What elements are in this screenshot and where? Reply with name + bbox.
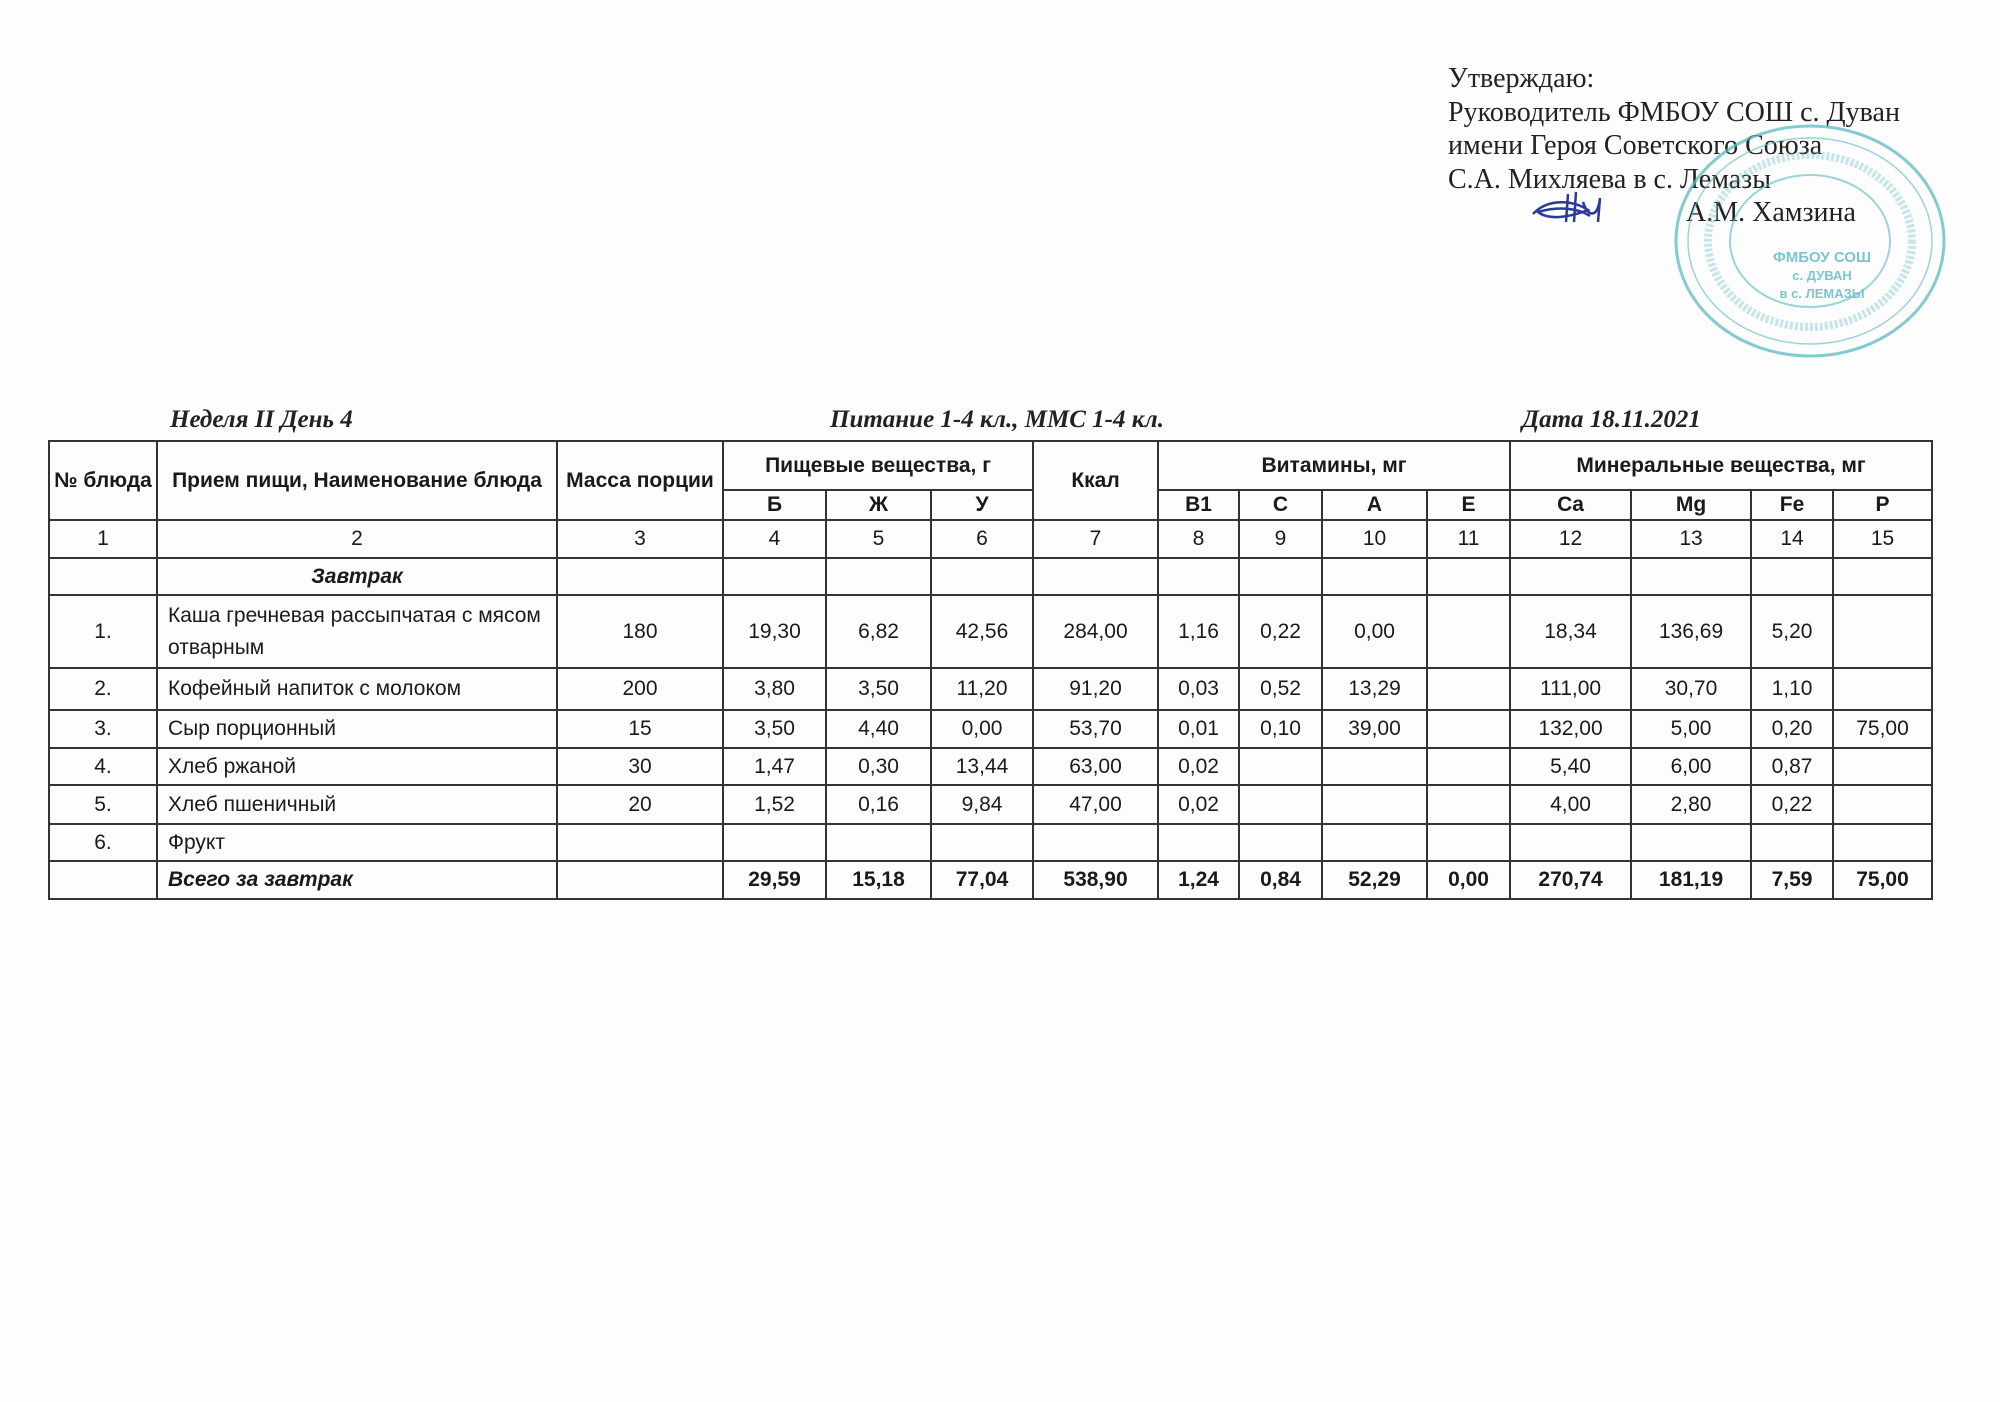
table-cell: 0,22: [1239, 595, 1322, 668]
table-cell: [1427, 558, 1510, 595]
total-cell: [557, 861, 723, 899]
table-cell: 6,00: [1631, 748, 1751, 785]
total-cell: 77,04: [931, 861, 1033, 899]
table-cell: 132,00: [1510, 710, 1631, 748]
table-cell: [1833, 558, 1932, 595]
table-cell: [1427, 668, 1510, 710]
subheader-cell: Mg: [1631, 490, 1751, 520]
column-number: 5: [826, 520, 931, 558]
table-cell: [1158, 824, 1239, 861]
column-number: 7: [1033, 520, 1158, 558]
table-cell: 111,00: [1510, 668, 1631, 710]
dish-number: 3.: [49, 710, 157, 748]
table-cell: 180: [557, 595, 723, 668]
table-cell: [1751, 824, 1833, 861]
table-cell: 1,16: [1158, 595, 1239, 668]
table-cell: 30,70: [1631, 668, 1751, 710]
table-row: [49, 785, 1932, 824]
table-cell: [1427, 785, 1510, 824]
table-cell: 136,69: [1631, 595, 1751, 668]
table-cell: 0,30: [826, 748, 931, 785]
table-cell: [1158, 558, 1239, 595]
table-cell: [1751, 558, 1833, 595]
approval-line: Руководитель ФМБОУ СОШ с. Дуван: [1448, 96, 1900, 128]
table-cell: 3,50: [826, 668, 931, 710]
nutrition-group: Питание 1-4 кл., ММС 1-4 кл.: [830, 406, 1164, 433]
table-cell: [1833, 668, 1932, 710]
table-cell: 4,40: [826, 710, 931, 748]
table-cell: 75,00: [1833, 710, 1932, 748]
header-vitamins: Витамины, мг: [1158, 441, 1510, 490]
subheader-cell: Ca: [1510, 490, 1631, 520]
dish-name: Сыр порционный: [157, 710, 557, 748]
total-cell: [49, 861, 157, 899]
approval-line: С.А. Михляева в с. Лемазы: [1448, 163, 1772, 195]
table-cell: 1,10: [1751, 668, 1833, 710]
table-cell: [1239, 748, 1322, 785]
stamp-seal: [1672, 122, 1948, 360]
header-dish-number: № блюда: [49, 441, 157, 520]
week-day: Неделя II День 4: [170, 406, 353, 433]
table-cell: [1033, 558, 1158, 595]
dish-number: 4.: [49, 748, 157, 785]
section-title: Завтрак: [157, 558, 557, 595]
table-cell: [826, 824, 931, 861]
table-cell: 0,02: [1158, 748, 1239, 785]
table-cell: [1239, 824, 1322, 861]
column-number: 2: [157, 520, 557, 558]
table-cell: [1833, 595, 1932, 668]
column-number: 9: [1239, 520, 1322, 558]
total-cell: 181,19: [1631, 861, 1751, 899]
subheader-cell: E: [1427, 490, 1510, 520]
table-cell: 63,00: [1033, 748, 1158, 785]
table-row: [49, 595, 1932, 668]
table-cell: [1239, 785, 1322, 824]
table-cell: 0,02: [1158, 785, 1239, 824]
subheader-cell: Fe: [1751, 490, 1833, 520]
svg-text:с. ДУВАН: с. ДУВАН: [1792, 268, 1852, 283]
dish-number: 5.: [49, 785, 157, 824]
column-number: 8: [1158, 520, 1239, 558]
total-cell: 0,84: [1239, 861, 1322, 899]
column-number: 13: [1631, 520, 1751, 558]
table-cell: [1631, 824, 1751, 861]
table-cell: [1833, 824, 1932, 861]
table-row: [49, 748, 1932, 785]
table-cell: 0,20: [1751, 710, 1833, 748]
table-cell: [826, 558, 931, 595]
table-cell: 47,00: [1033, 785, 1158, 824]
table-cell: [1322, 558, 1427, 595]
table-cell: 1,47: [723, 748, 826, 785]
table-cell: 5,20: [1751, 595, 1833, 668]
approval-line: Утверждаю:: [1448, 63, 1595, 94]
total-cell: 0,00: [1427, 861, 1510, 899]
total-cell: 270,74: [1510, 861, 1631, 899]
table-cell: 3,80: [723, 668, 826, 710]
column-number: 14: [1751, 520, 1833, 558]
subheader-cell: P: [1833, 490, 1932, 520]
table-cell: 0,10: [1239, 710, 1322, 748]
table-cell: 91,20: [1033, 668, 1158, 710]
total-cell: 15,18: [826, 861, 931, 899]
table-cell: 19,30: [723, 595, 826, 668]
total-cell: 29,59: [723, 861, 826, 899]
table-cell: [1239, 558, 1322, 595]
table-cell: 39,00: [1322, 710, 1427, 748]
table-cell: [723, 824, 826, 861]
table-cell: [1833, 748, 1932, 785]
table-cell: [1427, 710, 1510, 748]
table-cell: 284,00: [1033, 595, 1158, 668]
table-cell: 18,34: [1510, 595, 1631, 668]
table-cell: [1322, 824, 1427, 861]
dish-number: 2.: [49, 668, 157, 710]
table-cell: 0,52: [1239, 668, 1322, 710]
total-cell: 52,29: [1322, 861, 1427, 899]
svg-text:в с. ЛЕМАЗЫ: в с. ЛЕМАЗЫ: [1779, 286, 1865, 301]
header-minerals: Минеральные вещества, мг: [1510, 441, 1932, 490]
table-cell: 0,00: [1322, 595, 1427, 668]
header-portion-mass: Масса порции: [557, 441, 723, 520]
subheader-cell: B1: [1158, 490, 1239, 520]
header-nutrients: Пищевые вещества, г: [723, 441, 1033, 490]
column-number: 3: [557, 520, 723, 558]
table-cell: [1427, 595, 1510, 668]
table-cell: 13,44: [931, 748, 1033, 785]
table-cell: [1322, 748, 1427, 785]
table-cell: [723, 558, 826, 595]
total-row: [49, 861, 1932, 899]
total-cell: 75,00: [1833, 861, 1932, 899]
subheader-cell: У: [931, 490, 1033, 520]
header-kcal: Ккал: [1033, 441, 1158, 520]
table-cell: [557, 824, 723, 861]
table-cell: 0,87: [1751, 748, 1833, 785]
subheader-cell: C: [1239, 490, 1322, 520]
table-cell: 0,22: [1751, 785, 1833, 824]
table-cell: [1510, 824, 1631, 861]
table-cell: 0,03: [1158, 668, 1239, 710]
table-cell: 15: [557, 710, 723, 748]
dish-name: Кофейный напиток с молоком: [157, 668, 557, 710]
table-cell: 13,29: [1322, 668, 1427, 710]
table-cell: 0,16: [826, 785, 931, 824]
table-cell: [1833, 785, 1932, 824]
table-row: [49, 668, 1932, 710]
table-cell: 2,80: [1631, 785, 1751, 824]
table-cell: 53,70: [1033, 710, 1158, 748]
table-cell: 42,56: [931, 595, 1033, 668]
table-row: [49, 824, 1932, 861]
table-cell: 5,40: [1510, 748, 1631, 785]
table-cell: 5,00: [1631, 710, 1751, 748]
table-cell: 1,52: [723, 785, 826, 824]
total-cell: 1,24: [1158, 861, 1239, 899]
table-cell: [557, 558, 723, 595]
table-cell: [49, 558, 157, 595]
table-cell: 0,00: [931, 710, 1033, 748]
column-number: 6: [931, 520, 1033, 558]
column-number: 10: [1322, 520, 1427, 558]
table-cell: [931, 824, 1033, 861]
table-cell: [931, 558, 1033, 595]
total-label: Всего за завтрак: [157, 861, 557, 899]
subheader-cell: Б: [723, 490, 826, 520]
subheader-cell: Ж: [826, 490, 931, 520]
column-number-row: [49, 520, 1932, 558]
total-cell: 538,90: [1033, 861, 1158, 899]
table-cell: [1510, 558, 1631, 595]
dish-name: Хлеб ржаной: [157, 748, 557, 785]
signature-icon: [1528, 188, 1618, 228]
table-cell: 0,01: [1158, 710, 1239, 748]
table-cell: [1631, 558, 1751, 595]
table-cell: 11,20: [931, 668, 1033, 710]
dish-number: 6.: [49, 824, 157, 861]
signatory-name: А.М. Хамзина: [1686, 197, 1856, 228]
column-number: 12: [1510, 520, 1631, 558]
dish-name: Фрукт: [157, 824, 557, 861]
column-number: 1: [49, 520, 157, 558]
table-cell: 20: [557, 785, 723, 824]
table-cell: 30: [557, 748, 723, 785]
table-row: [49, 710, 1932, 748]
table-cell: 6,82: [826, 595, 931, 668]
table-cell: [1427, 824, 1510, 861]
total-cell: 7,59: [1751, 861, 1833, 899]
menu-table: [48, 440, 1933, 900]
dish-name: Каша гречневая рассыпчатая с мясом отварным: [157, 595, 557, 668]
menu-date: Дата 18.11.2021: [1522, 406, 1701, 433]
svg-text:ФМБОУ СОШ: ФМБОУ СОШ: [1772, 249, 1872, 266]
approval-line: имени Героя Советского Союза: [1448, 130, 1823, 161]
dish-name: Хлеб пшеничный: [157, 785, 557, 824]
header-dish-name: Прием пищи, Наименование блюда: [157, 441, 557, 520]
table-cell: 3,50: [723, 710, 826, 748]
column-number: 4: [723, 520, 826, 558]
column-number: 11: [1427, 520, 1510, 558]
table-cell: 9,84: [931, 785, 1033, 824]
section-row: [49, 558, 1932, 595]
subheader-cell: A: [1322, 490, 1427, 520]
dish-number: 1.: [49, 595, 157, 668]
column-number: 15: [1833, 520, 1932, 558]
table-cell: 4,00: [1510, 785, 1631, 824]
table-cell: [1427, 748, 1510, 785]
table-cell: 200: [557, 668, 723, 710]
table-cell: [1322, 785, 1427, 824]
table-cell: [1033, 824, 1158, 861]
